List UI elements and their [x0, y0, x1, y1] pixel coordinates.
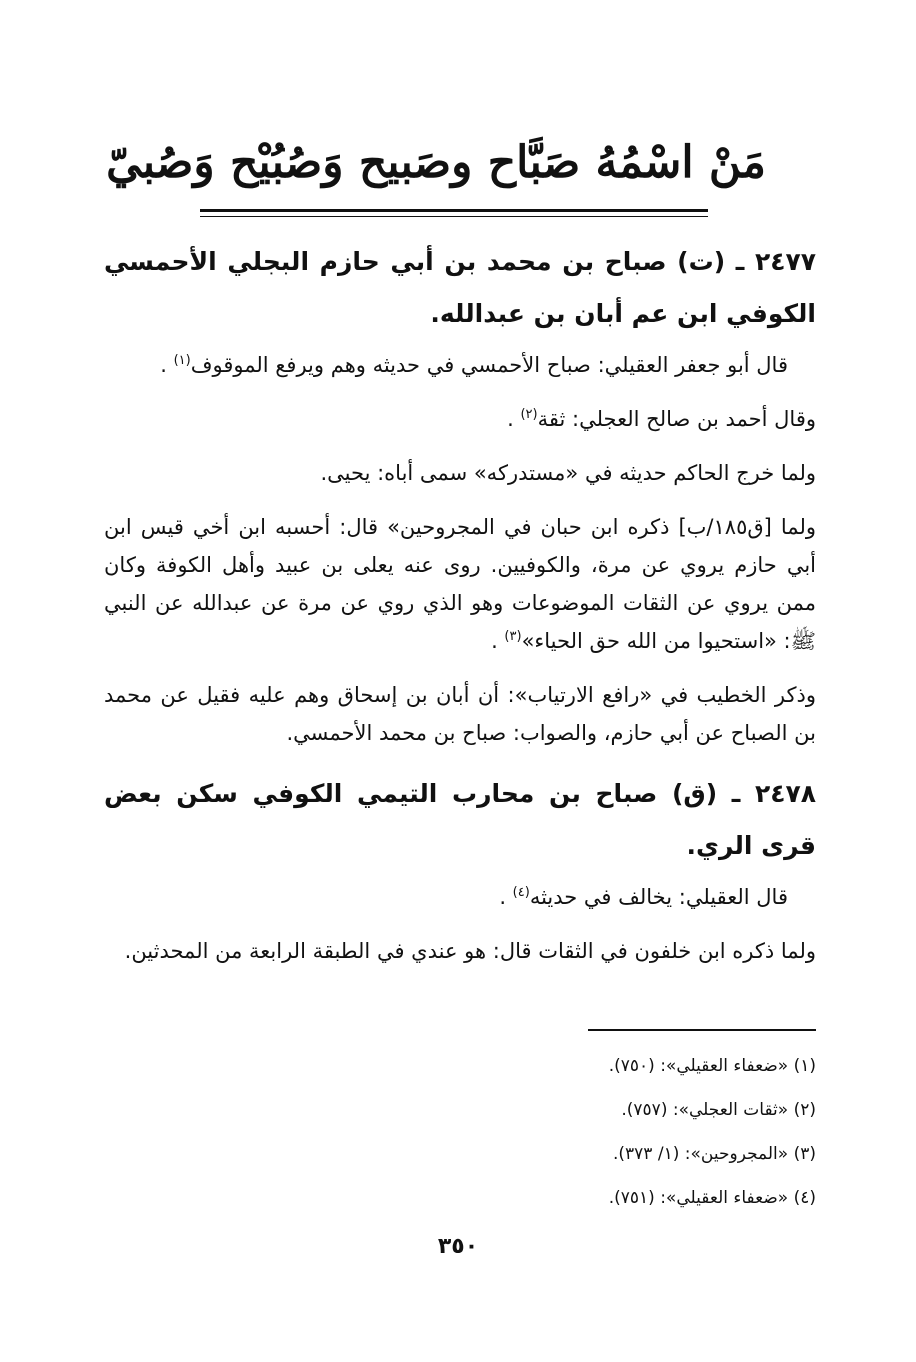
paragraph — [104, 346, 816, 384]
paragraph-text: وقال أحمد بن صالح العجلي: ثقة — [537, 407, 816, 431]
footnote-separator — [588, 1029, 816, 1031]
footnote-marker: (١) — [173, 353, 191, 368]
footnote: (٢) «ثقات العجلي»: (٧٥٧). — [621, 1100, 816, 1120]
entry-heading: ٢٤٧٧ ـ (ت) صباح بن محمد بن أبي حازم البجلي الأحمسي الكوفي ابن عم أبان بن عبدالله. — [104, 247, 816, 328]
title-underline — [200, 209, 708, 217]
footnote-marker: (٢) — [520, 407, 538, 422]
entry-heading: ٢٤٧٨ ـ (ق) صباح بن محارب التيمي الكوفي سكن بعض قرى الري. — [104, 779, 816, 860]
paragraph-text: ولما [ق١٨٥/ب] ذكره ابن حبان في المجروحين» قال: أحسبه ابن أخي قيس ابن أبي حازم يروي عن مرة، والكوفيين. روى عنه يعلى بن عبيد وأهل الكوفة وكان ممن يروي عن الثقات الموضوعات وهو الذي روي عن مرة عن عبدالله عن النبي ﷺ: «استحيوا من الله حق الحياء» — [104, 515, 816, 653]
footnote: (٤) «ضعفاء العقيلي»: (٧٥١). — [608, 1188, 816, 1208]
page-body — [104, 236, 816, 986]
paragraph-text: ولما خرج الحاكم حديثه في «مستدركه» سمى أباه: يحيى. — [320, 461, 816, 485]
paragraph — [104, 878, 816, 916]
paragraph-tail: . — [160, 353, 174, 377]
paragraph — [104, 932, 816, 970]
footnotes — [104, 1044, 816, 1220]
page-number: ٣٥٠ — [437, 1234, 479, 1259]
paragraph-tail: . — [491, 629, 505, 653]
paragraph — [104, 508, 816, 660]
paragraph-text: ولما ذكره ابن خلفون في الثقات قال: هو عندي في الطبقة الرابعة من المحدثين. — [124, 939, 816, 963]
paragraph — [104, 454, 816, 492]
entry-2478 — [104, 768, 816, 970]
paragraph-tail: . — [507, 407, 521, 431]
paragraph — [104, 676, 816, 752]
footnote-marker: (٤) — [512, 885, 530, 900]
paragraph-text: قال العقيلي: يخالف في حديثه — [529, 885, 788, 909]
paragraph — [104, 400, 816, 438]
footnote: (١) «ضعفاء العقيلي»: (٧٥٠). — [608, 1056, 816, 1076]
paragraph-tail: . — [499, 885, 513, 909]
paragraph-text: وذكر الخطيب في «رافع الارتياب»: أن أبان بن إسحاق وهم عليه فقيل عن محمد بن الصباح عن أبي حازم، والصواب: صباح بن محمد الأحمسي. — [104, 683, 816, 745]
footnote: (٣) «المجروحين»: (١/ ٣٧٣). — [613, 1144, 816, 1164]
entry-2477 — [104, 236, 816, 752]
footnote-marker: (٣) — [504, 629, 522, 644]
paragraph-text: قال أبو جعفر العقيلي: صباح الأحمسي في حديثه وهم ويرفع الموقوف — [190, 353, 788, 377]
chapter-title: مَنْ اسْمُهُ صَبَّاح وصَبيح وَصُبُيْح وَصُبيّ — [106, 137, 766, 188]
